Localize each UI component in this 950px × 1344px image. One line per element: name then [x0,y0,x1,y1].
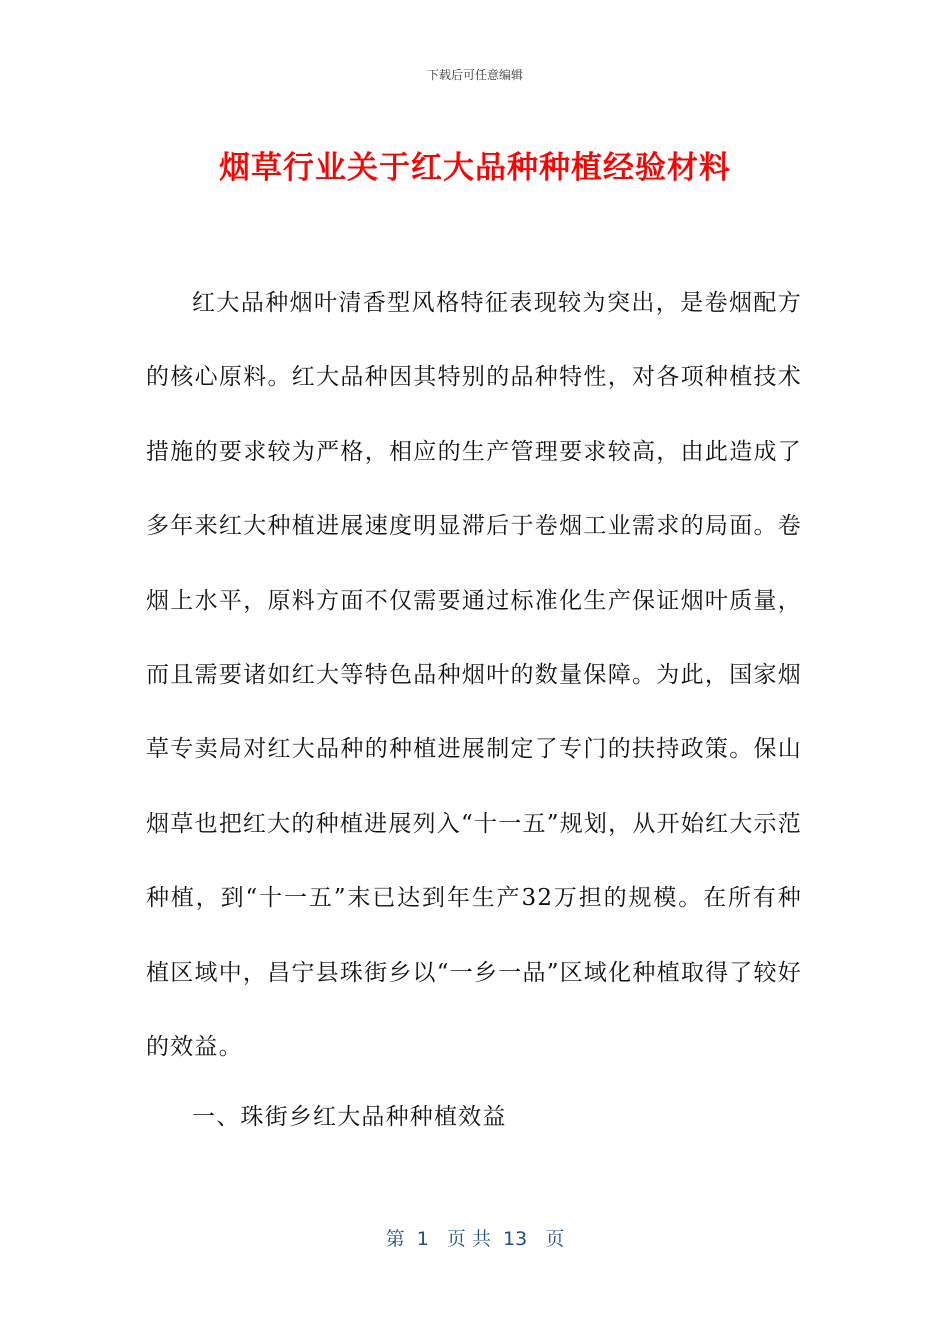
document-title: 烟草行业关于红大品种种植经验材料 [219,150,731,186]
header-note: 下载后可任意编辑 [426,68,523,82]
page-footer: 第 1 页 共 13 页 [385,1228,565,1250]
document-body [146,266,802,1084]
section-heading: 一、珠街乡红大品种种植效益 [192,1104,507,1130]
paragraph: 红大品种烟叶清香型风格特征表现较为突出，是卷烟配方的核心原料。红大品种因其特别的品种特性，对各项种植技术措施的要求较为严格，相应的生产管理要求较高，由此造成了多年来红大种植进展速度明显滞后于卷烟工业需求的局面。卷烟上水平，原料方面不仅需要通过标准化生产保证烟叶质量，而且需要诸如红大等特色品种烟叶的数量保障。为此，国家烟草专卖局对红大品种的种植进展制定了专门的扶持政策。保山烟草也把红大的种植进展列入“十一五”规划，从开始红大示范种植，到“十一五”末已达到年生产32万担的规模。在所有种植区域中，昌宁县珠街乡以“一乡一品”区域化种植取得了较好的效益。 [146,290,802,1061]
